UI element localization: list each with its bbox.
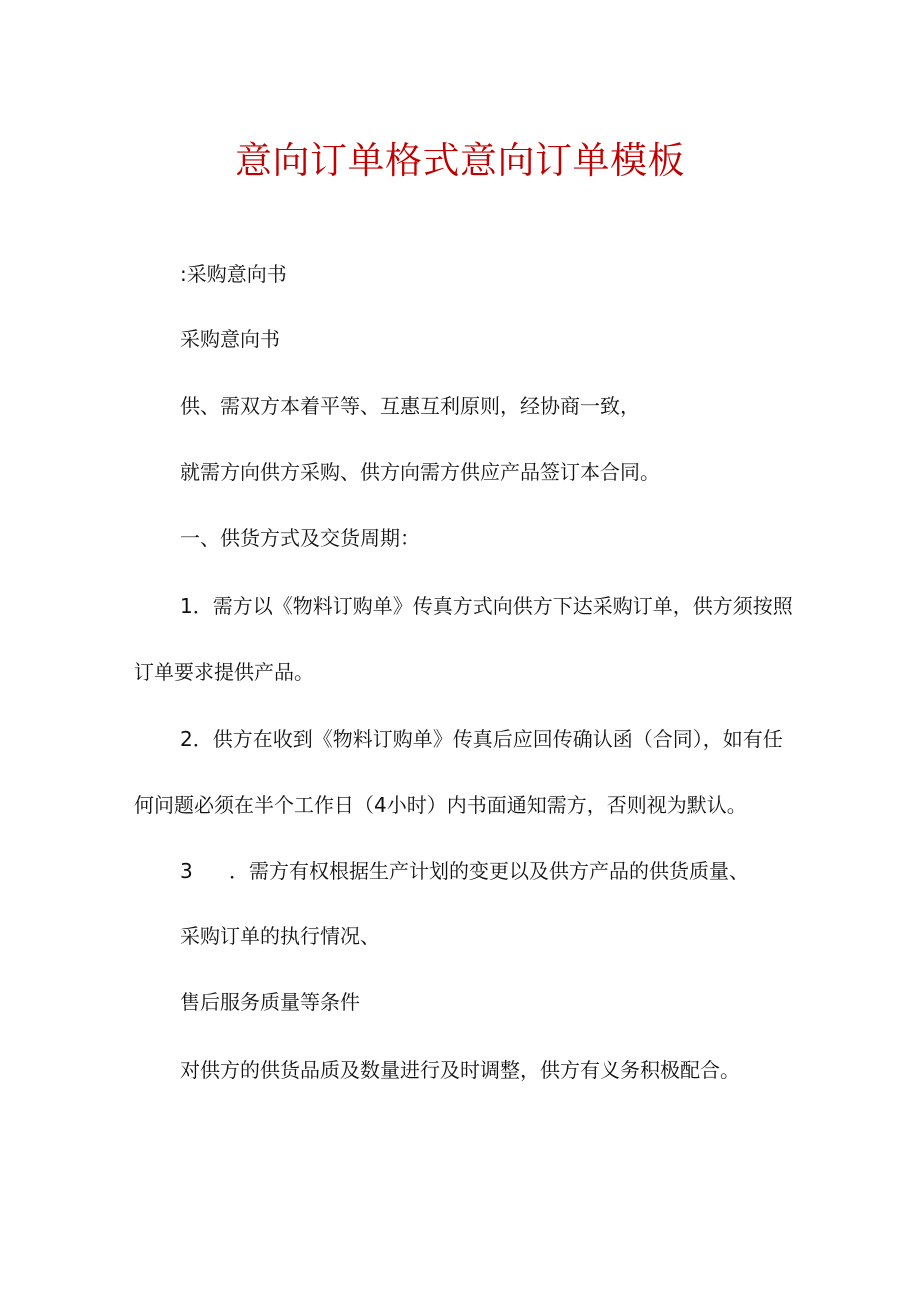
clause-1-line: 1．需方以《物料订购单》传真方式向供方下达采购订单，供方须按照: [180, 594, 793, 618]
clause-2-line: 2．供方在收到《物料订购单》传真后应回传确认函（合同），如有任: [180, 727, 783, 751]
clause-3-line: ．需方有权根据生产计划的变更以及供方产品的供货质量、: [229, 859, 749, 883]
paragraph-line: 供、需双方本着平等、互惠互利原则，经协商一致，: [180, 394, 640, 418]
clause-3-continuation: 对供方的供货品质及数量进行及时调整，供方有义务积极配合。: [180, 1058, 740, 1082]
clause-1-continuation: 订单要求提供产品。: [134, 660, 314, 684]
paragraph-line: 就需方向供方采购、供方向需方供应产品签订本合同。: [180, 460, 660, 484]
section-heading: 一、供货方式及交货周期：: [180, 526, 420, 550]
clause-3-continuation: 采购订单的执行情况、: [180, 924, 380, 948]
clause-2-continuation: 何问题必须在半个工作日（4小时）内书面通知需方，否则视为默认。: [134, 793, 747, 817]
clause-3-number: 3: [180, 859, 193, 883]
document-title: 意向订单格式意向订单模板: [235, 139, 685, 182]
clause-3-continuation: 售后服务质量等条件: [180, 990, 360, 1014]
subject-line: :采购意向书: [180, 262, 287, 286]
heading-line: 采购意向书: [180, 327, 280, 351]
